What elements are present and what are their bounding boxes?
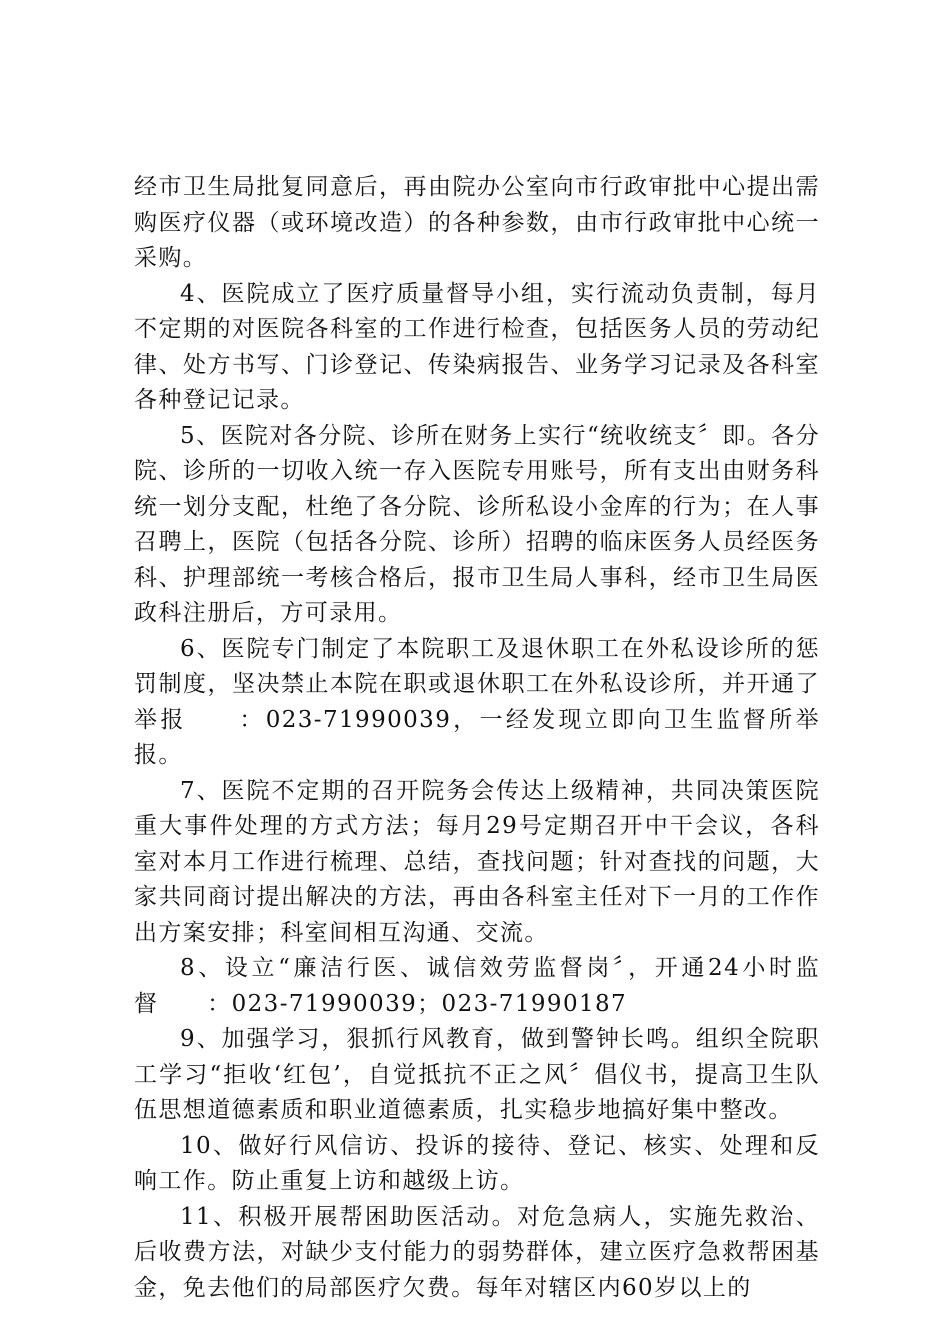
paragraph-item-6: 6、医院专门制定了本院职工及退休职工在外私设诊所的惩罚制度，坚决禁止本院在职或退休职工在外私设诊所，并开通了举报 ：023-71990039，一经发现立即向卫生监督所举报。 xyxy=(134,635,820,768)
paragraph-item-7: 7、医院不定期的召开院务会传达上级精神，共同决策医院重大事件处理的方式方法；每月29号定期召开中干会议，各科室对本月工作进行梳理、总结，查找问题；针对查找的问题，大家共同商讨提出解决的方法，再由各科室主任对下一月的工作作出方案安排；科室间相互沟通、交流。 xyxy=(134,777,820,946)
document-body xyxy=(134,170,820,1306)
paragraph-item-10: 10、做好行风信访、投诉的接待、登记、核实、处理和反响工作。防止重复上访和越级上访。 xyxy=(134,1132,820,1194)
paragraph-item-8: 8、设立“廉洁行医、诚信效劳监督岗〞，开通24小时监督 ：023-71990039；023-71990187 xyxy=(134,955,820,1017)
paragraph-item-9: 9、加强学习，狠抓行风教育，做到警钟长鸣。组织全院职工学习“拒收‘红包’，自觉抵抗不正之风〞倡仪书，提高卫生队伍思想道德素质和职业道德素质，扎实稳步地搞好集中整改。 xyxy=(134,1026,820,1123)
paragraph-item-4: 4、医院成立了医疗质量督导小组，实行流动负责制，每月不定期的对医院各科室的工作进行检查，包括医务人员的劳动纪律、处方书写、门诊登记、传染病报告、业务学习记录及各科室各种登记记录。 xyxy=(134,280,820,413)
paragraph-continuation: 经市卫生局批复同意后，再由院办公室向市行政审批中心提出需购医疗仪器（或环境改造）的各种参数，由市行政审批中心统一采购。 xyxy=(134,174,820,271)
paragraph-item-5: 5、医院对各分院、诊所在财务上实行“统收统支〞即。各分院、诊所的一切收入统一存入医院专用账号，所有支出由财务科统一划分支配，杜绝了各分院、诊所私设小金库的行为；在人事召聘上，医院（包括各分院、诊所）招聘的临床医务人员经医务科、护理部统一考核合格后，报市卫生局人事科，经市卫生局医政科注册后，方可录用。 xyxy=(134,422,820,626)
paragraph-item-11: 11、积极开展帮困助医活动。对危急病人，实施先救治、后收费方法，对缺少支付能力的弱势群体，建立医疗急救帮困基金，免去他们的局部医疗欠费。每年对辖区内60岁以上的 xyxy=(134,1203,820,1301)
